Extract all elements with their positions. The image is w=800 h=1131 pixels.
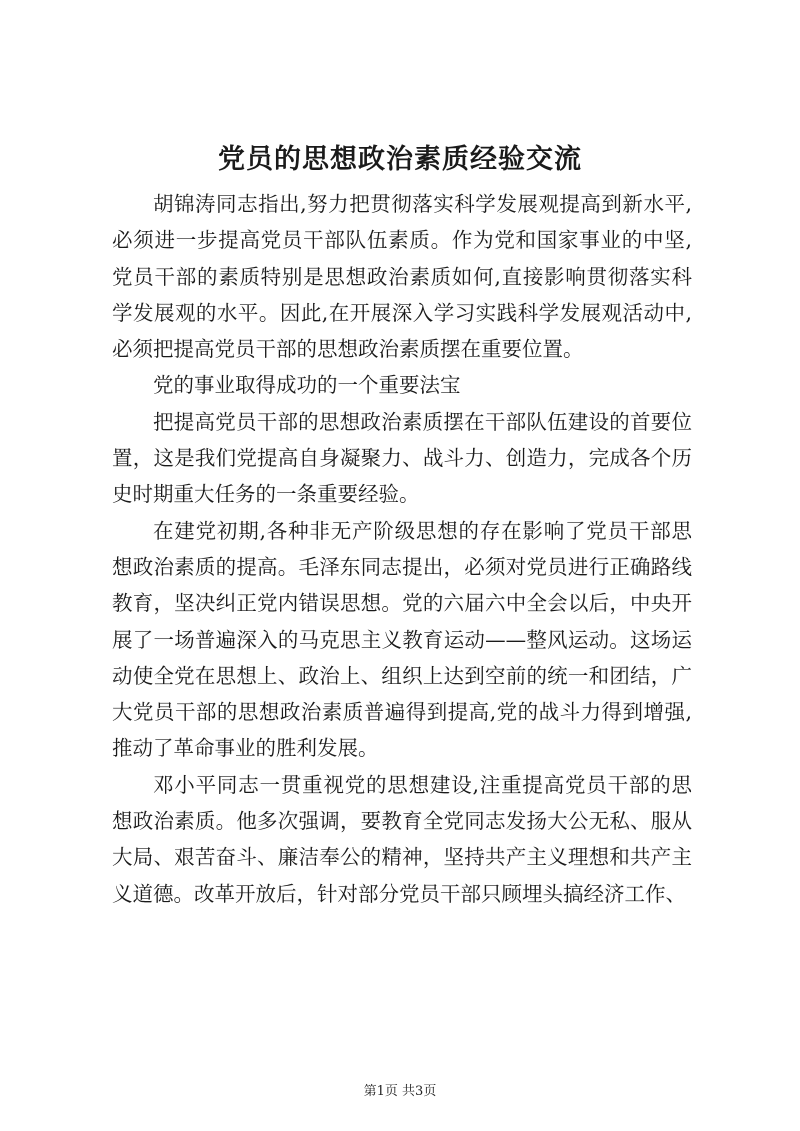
paragraph-5: 邓小平同志一贯重视党的思想建设,注重提高党员干部的思想政治素质。他多次强调，要教育全党同志发扬大公无私、服从大局、艰苦奋斗、廉洁奉公的精神，坚持共产主义理想和共产主义道德。改革开放后，针对部分党员干部只顾埋头搞经济工作、	[112, 772, 692, 906]
document-title: 党员的思想政治素质经验交流	[218, 144, 582, 175]
paragraph-4: 在建党初期,各种非无产阶级思想的存在影响了党员干部思想政治素质的提高。毛泽东同志提出，必须对党员进行正确路线教育，坚决纠正党内错误思想。党的六届六中全会以后，中央开展了一场普遍深入的马克思主义教育运动——整风运动。这场运动使全党在思想上、政治上、组织上达到空前的统一和团结，广大党员干部的思想政治素质普遍得到提高,党的战斗力得到增强,推动了革命事业的胜利发展。	[112, 518, 692, 761]
page-number-footer: 第1页 共3页	[363, 1084, 437, 1099]
paragraph-1: 胡锦涛同志指出,努力把贯彻落实科学发展观提高到新水平,必须进一步提高党员干部队伍素质。作为党和国家事业的中坚,党员干部的素质特别是思想政治素质如何,直接影响贯彻落实科学发展观的水平。因此,在开展深入学习实践科学发展观活动中,必须把提高党员干部的思想政治素质摆在重要位置。	[112, 192, 692, 362]
paragraph-2-heading: 党的事业取得成功的一个重要法宝	[153, 373, 461, 398]
document-body	[112, 186, 692, 912]
paragraph-3: 把提高党员干部的思想政治素质摆在干部队伍建设的首要位置，这是我们党提高自身凝聚力、战斗力、创造力，完成各个历史时期重大任务的一条重要经验。	[112, 409, 692, 507]
